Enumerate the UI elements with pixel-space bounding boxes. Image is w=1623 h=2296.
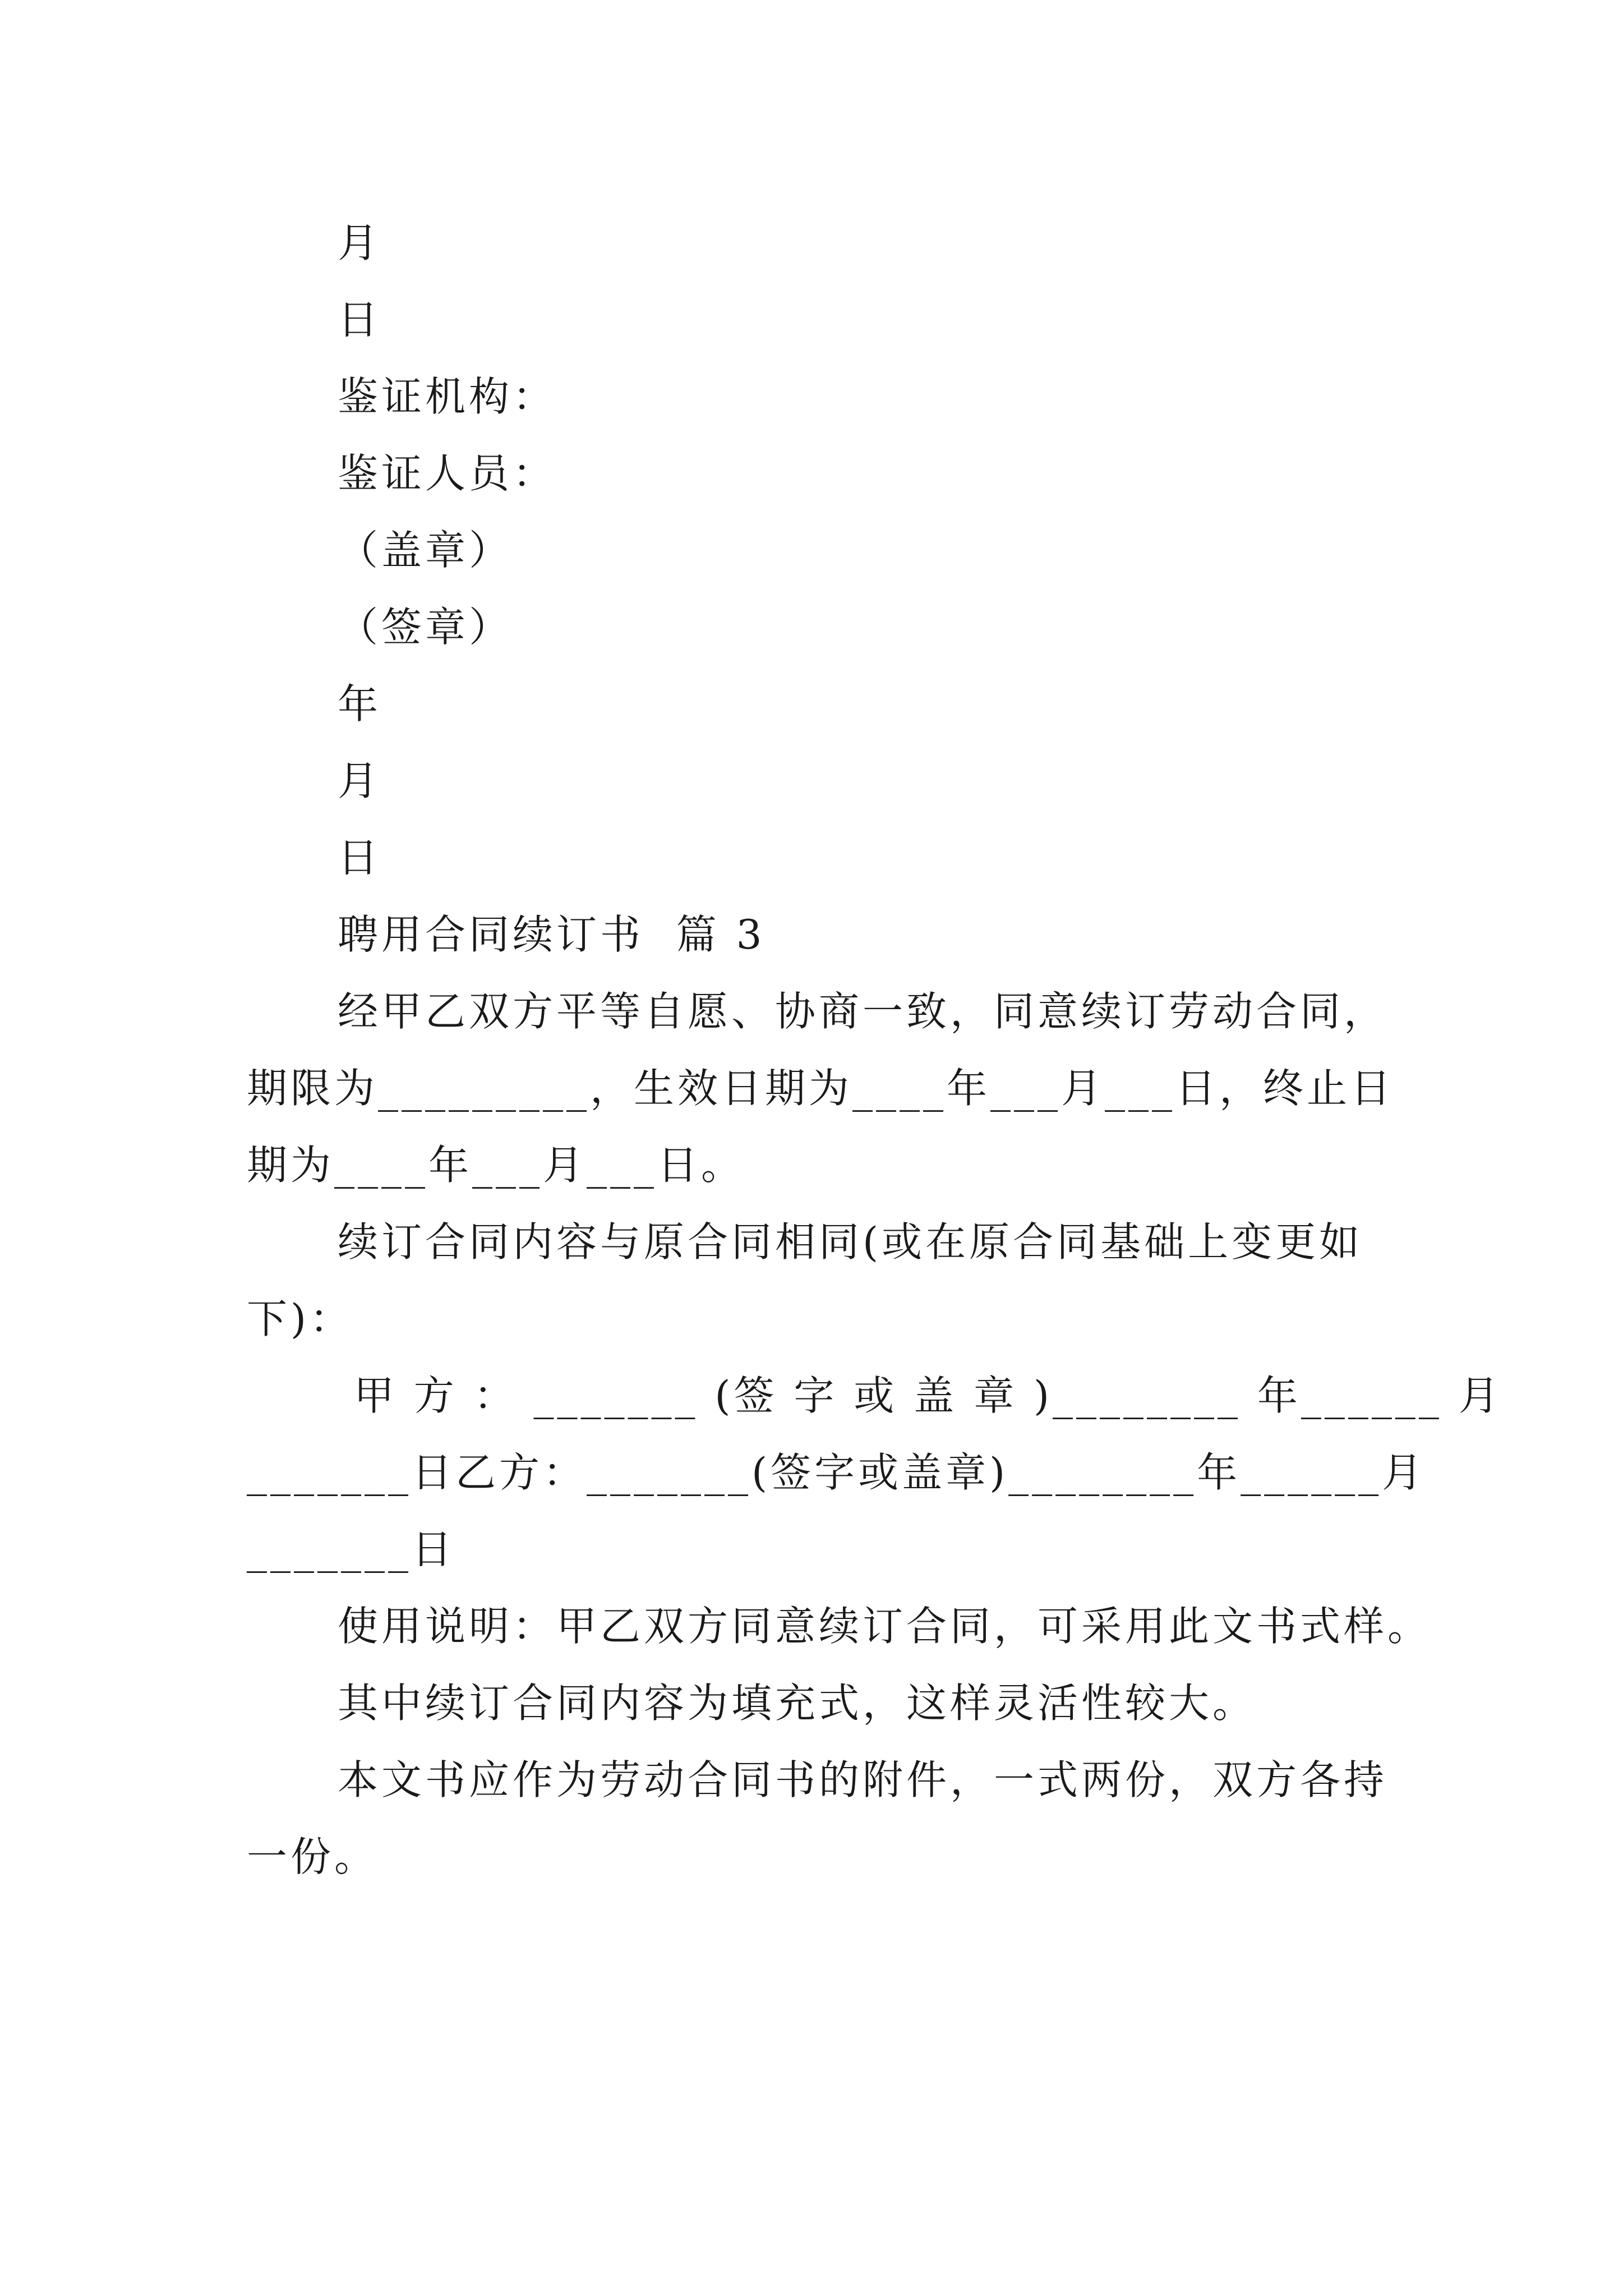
text-line: 其中续订合同内容为填充式，这样灵活性较大。 [338,1680,1257,1727]
section-title: 聘用合同续订书 篇 3 [338,911,766,958]
text-line: _______日 [247,1526,456,1573]
text-line: 年 [338,680,382,728]
text-line: （签章） [338,604,513,651]
text-line: 日 [338,296,382,343]
text-line: _______日乙方：_______(签字或盖章)________年______月 [247,1449,1426,1496]
text-line: 经甲乙双方平等自愿、协商一致，同意续订劳动合同， [338,988,1388,1035]
text-line: 本文书应作为劳动合同书的附件，一式两份，双方各持 [338,1756,1388,1803]
text-line: 鉴证机构： [338,373,557,420]
text-line: （盖章） [338,527,513,574]
text-line: 月 [338,219,382,266]
text-line: 月 [338,757,382,804]
text-line: 甲 方 ： _______ (签 字 或 盖 章 )________ 年______ 月 [338,1372,1502,1419]
text-line: 日 [338,834,382,881]
text-line: 使用说明：甲乙双方同意续订合同，可采用此文书式样。 [338,1603,1432,1650]
text-line: 期限为_________，生效日期为____年___月___日，终止日 [247,1065,1395,1112]
text-line: 期为____年___月___日。 [247,1142,745,1189]
text-line: 续订合同内容与原合同相同(或在原合同基础上变更如 [338,1218,1363,1266]
text-line: 一份。 [247,1833,379,1880]
text-line: 鉴证人员： [338,450,557,497]
text-line: 下)： [247,1295,354,1342]
